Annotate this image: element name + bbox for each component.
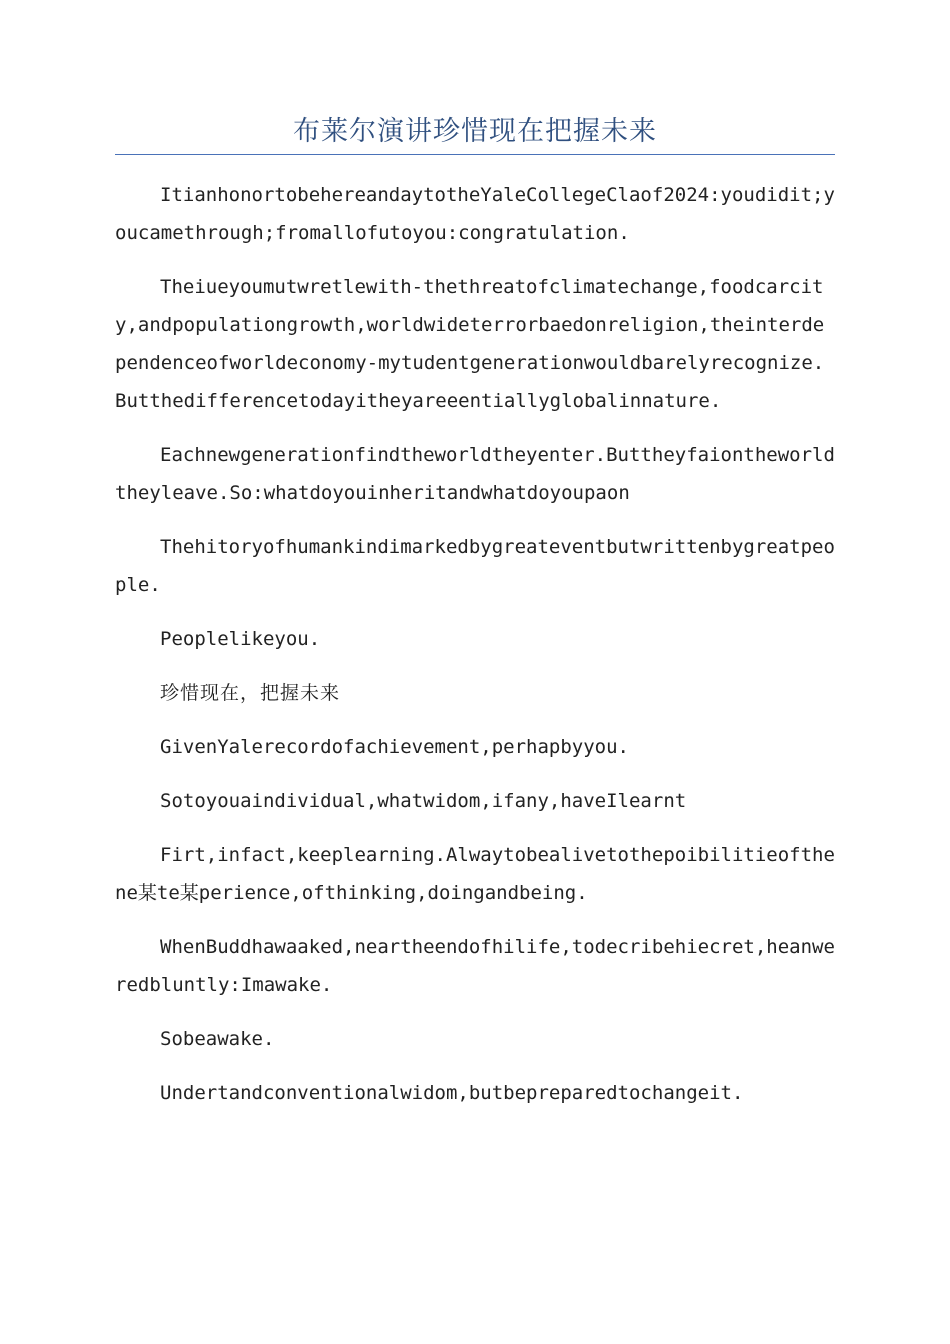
paragraph: Undertandconventionalwidom,butbepreparedtochangeit.	[160, 1082, 744, 1104]
paragraph: WhenBuddhawaaked,neartheendofhilife,todecribehiecret,heanweredbluntly:Imawake.	[115, 936, 835, 996]
paragraph: Theiueyoumutwretlewith-thethreatofclimatechange,foodcarcity,andpopulationgrowth,worldwideterrorbaedonreligion,theinterdependenceofworldeconomy-mytudentgenerationwouldbarelyrecognize.Butthedifferencetodayitheyareeentiallyglobalinnature.	[115, 276, 825, 412]
paragraph: Thehitoryofhumankindimarkedbygreateventbutwrittenbygreatpeople.	[115, 536, 835, 596]
paragraph: Eachnewgenerationfindtheworldtheyenter.Buttheyfaiontheworldtheyleave.So:whatdoyouinheritandwhatdoyoupaon	[115, 444, 835, 504]
paragraph: GivenYalerecordofachievement,perhapbyyou.	[160, 736, 629, 758]
paragraph: ItianhonortobehereandaytotheYaleCollegeClaof2024:youdidit;youcamethrough;fromallofutoyou:congratulation.	[115, 184, 835, 244]
paragraph: Peoplelikeyou.	[160, 628, 321, 650]
paragraph: Sobeawake.	[160, 1028, 275, 1050]
document-body	[115, 176, 835, 1128]
paragraph: Firt,infact,keeplearning.Alwaytobealivetothepoibilitieofthene某te某perience,ofthinking,doingandbeing.	[115, 844, 835, 904]
title-underline	[115, 154, 835, 155]
paragraph: Sotoyouaindividual,whatwidom,ifany,haveIlearnt	[160, 790, 687, 812]
document-title: 布莱尔演讲珍惜现在把握未来	[293, 116, 657, 147]
paragraph-heading: 珍惜现在，把握未来	[160, 682, 341, 704]
